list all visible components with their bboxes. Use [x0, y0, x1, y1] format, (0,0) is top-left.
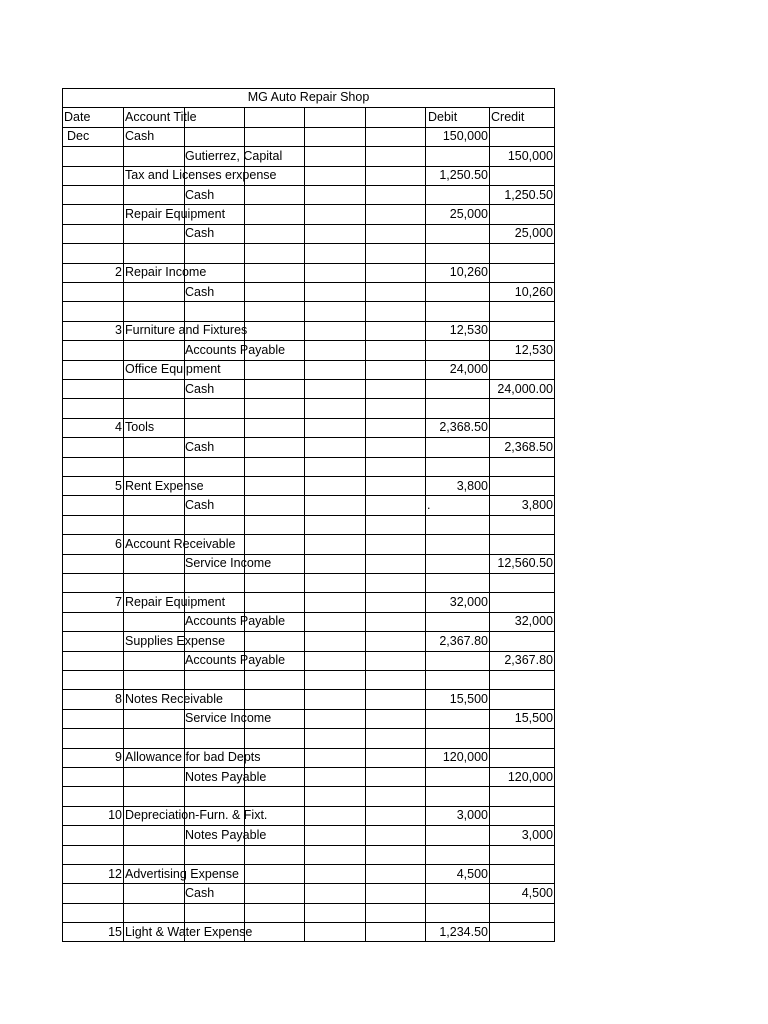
- row-date: [62, 457, 122, 476]
- row-credit: 24,000.00: [497, 381, 553, 396]
- row-date: 10: [108, 808, 122, 823]
- row-account-title: Service Income: [185, 556, 272, 571]
- row-date: 12: [108, 866, 122, 881]
- row-credit: [489, 166, 553, 185]
- column-header-account-title: Account Title: [125, 109, 197, 124]
- row-debit: [425, 535, 488, 554]
- row-date: 3: [115, 323, 122, 338]
- row-account-title: Cash: [185, 284, 215, 299]
- row-date: Dec: [67, 129, 90, 144]
- column-header-debit: Debit: [428, 109, 458, 124]
- row-account-title: Cash: [185, 226, 215, 241]
- row-credit: 4,500: [521, 885, 553, 900]
- row-credit: [489, 321, 553, 340]
- row-account-title: Cash: [185, 187, 215, 202]
- row-credit: [489, 205, 553, 224]
- row-credit: [489, 515, 553, 534]
- row-account-title: Advertising Expense: [125, 866, 239, 881]
- row-date: 6: [115, 536, 122, 551]
- row-credit: [489, 457, 553, 476]
- row-credit: [489, 399, 553, 418]
- row-account-title: Notes Receivable: [125, 691, 223, 706]
- row-debit: [425, 399, 488, 418]
- row-credit: [489, 729, 553, 748]
- row-credit: 150,000: [507, 148, 553, 163]
- row-date: [62, 729, 122, 748]
- row-account-title: Furniture and Fixtures: [125, 323, 248, 338]
- row-credit: 15,500: [514, 711, 553, 726]
- row-account-title: Cash: [125, 129, 155, 144]
- row-date: [62, 205, 122, 224]
- row-debit: [425, 457, 488, 476]
- row-credit: [489, 477, 553, 496]
- sheet-title: MG Auto Repair Shop: [247, 90, 370, 104]
- row-account-title: Rent Expense: [125, 478, 204, 493]
- row-credit: [489, 806, 553, 825]
- row-credit: 25,000: [514, 226, 553, 241]
- grid-column-line: [365, 107, 366, 941]
- row-account-title: Cash: [185, 381, 215, 396]
- row-credit: 2,368.50: [504, 439, 553, 454]
- row-account-title: Office Equipment: [125, 362, 221, 377]
- row-credit: 120,000: [507, 769, 553, 784]
- row-date: 5: [115, 478, 122, 493]
- row-date: [62, 884, 122, 903]
- row-credit: 12,530: [514, 342, 553, 357]
- row-debit: [425, 729, 488, 748]
- row-debit: [425, 826, 488, 845]
- row-date: [62, 147, 122, 166]
- row-date: 7: [115, 594, 122, 609]
- row-account-title: Repair Equipment: [125, 594, 226, 609]
- row-debit: [425, 574, 488, 593]
- row-credit: [489, 671, 553, 690]
- row-date: [62, 515, 122, 534]
- row-credit: [489, 593, 553, 612]
- row-debit: [425, 341, 488, 360]
- row-date: 4: [115, 420, 122, 435]
- row-date: [62, 224, 122, 243]
- row-debit: [425, 554, 488, 573]
- row-date: [62, 399, 122, 418]
- row-account-title: Accounts Payable: [185, 653, 286, 668]
- row-account-title: Cash: [185, 885, 215, 900]
- column-header-date: Date: [64, 109, 91, 124]
- row-date: [62, 166, 122, 185]
- row-date: [62, 438, 122, 457]
- row-debit: [425, 224, 488, 243]
- row-debit: 1,250.50: [439, 168, 488, 183]
- row-debit: [425, 283, 488, 302]
- row-date: [62, 612, 122, 631]
- grid-column-line: [304, 107, 305, 941]
- row-debit: 2,367.80: [439, 633, 488, 648]
- row-credit: 10,260: [514, 284, 553, 299]
- grid-border-line: [554, 88, 555, 942]
- row-account-title: Notes Payable: [185, 769, 267, 784]
- row-credit: 1,250.50: [504, 187, 553, 202]
- row-credit: [489, 748, 553, 767]
- row-account-title: Tools: [125, 420, 155, 435]
- row-debit: [425, 903, 488, 922]
- row-credit: [489, 903, 553, 922]
- row-debit: 4,500: [456, 866, 488, 881]
- row-debit: [425, 147, 488, 166]
- row-debit: [425, 671, 488, 690]
- row-date: [62, 244, 122, 263]
- row-date: [62, 186, 122, 205]
- row-credit: [489, 787, 553, 806]
- row-date: [62, 360, 122, 379]
- row-credit: 32,000: [514, 614, 553, 629]
- row-date: [62, 826, 122, 845]
- row-date: [62, 709, 122, 728]
- journal-sheet: [62, 88, 555, 942]
- row-credit: [489, 360, 553, 379]
- row-account-title: Accounts Payable: [185, 614, 286, 629]
- row-debit: 24,000: [449, 362, 488, 377]
- row-date: 2: [115, 265, 122, 280]
- row-debit: [425, 438, 488, 457]
- row-debit: [425, 787, 488, 806]
- column-header-credit: Credit: [491, 109, 525, 124]
- row-debit: [425, 768, 488, 787]
- row-credit: [489, 574, 553, 593]
- row-debit: [425, 302, 488, 321]
- row-account-title: Account Receivable: [125, 536, 236, 551]
- row-debit: [425, 651, 488, 670]
- row-account-title: Cash: [185, 497, 215, 512]
- row-credit: [489, 845, 553, 864]
- row-debit: 150,000: [442, 129, 488, 144]
- row-date: [62, 787, 122, 806]
- row-date: [62, 496, 122, 515]
- row-credit: [489, 302, 553, 321]
- row-debit: .: [427, 497, 431, 512]
- row-account-title: Depreciation-Furn. & Fixt.: [125, 808, 268, 823]
- row-account-title: Allowance for bad Depts: [125, 750, 261, 765]
- row-debit: 32,000: [449, 594, 488, 609]
- row-credit: [489, 127, 553, 146]
- row-date: [62, 671, 122, 690]
- row-debit: [425, 515, 488, 534]
- row-date: 8: [115, 691, 122, 706]
- row-debit: [425, 244, 488, 263]
- row-account-title: Cash: [185, 439, 215, 454]
- row-date: [62, 302, 122, 321]
- row-credit: 2,367.80: [504, 653, 553, 668]
- row-debit: 1,234.50: [439, 924, 488, 939]
- row-debit: 10,260: [449, 265, 488, 280]
- row-credit: [489, 418, 553, 437]
- row-credit: [489, 632, 553, 651]
- row-date: [62, 903, 122, 922]
- row-credit: [489, 263, 553, 282]
- row-debit: [425, 380, 488, 399]
- row-date: [62, 768, 122, 787]
- row-credit: [489, 244, 553, 263]
- row-date: 9: [115, 750, 122, 765]
- grid-column-line: [123, 107, 124, 941]
- row-account-title: Gutierrez, Capital: [185, 148, 283, 163]
- row-debit: [425, 612, 488, 631]
- row-account-title: Repair Equipment: [125, 206, 226, 221]
- row-account-title: Tax and Licenses erxpense: [125, 168, 277, 183]
- row-credit: [489, 865, 553, 884]
- row-date: [62, 845, 122, 864]
- row-credit: 12,560.50: [497, 556, 553, 571]
- row-debit: 3,000: [456, 808, 488, 823]
- row-debit: 25,000: [449, 206, 488, 221]
- row-account-title: Accounts Payable: [185, 342, 286, 357]
- row-date: [62, 380, 122, 399]
- row-debit: [425, 845, 488, 864]
- row-credit: [489, 690, 553, 709]
- row-credit: 3,800: [521, 497, 553, 512]
- row-debit: [425, 709, 488, 728]
- row-debit: [425, 186, 488, 205]
- row-date: [62, 283, 122, 302]
- row-debit: [425, 884, 488, 903]
- row-date: [62, 632, 122, 651]
- row-credit: [489, 535, 553, 554]
- row-account-title: Supplies Expense: [125, 633, 226, 648]
- row-date: [62, 574, 122, 593]
- row-debit: 12,530: [449, 323, 488, 338]
- row-debit: 2,368.50: [439, 420, 488, 435]
- row-account-title: Notes Payable: [185, 827, 267, 842]
- row-account-title: Light & Water Expense: [125, 924, 253, 939]
- row-credit: [489, 923, 553, 942]
- row-date: [62, 651, 122, 670]
- row-date: [62, 554, 122, 573]
- row-debit: 3,800: [456, 478, 488, 493]
- row-debit: 15,500: [449, 691, 488, 706]
- row-date: 15: [108, 924, 122, 939]
- row-debit: 120,000: [442, 750, 488, 765]
- row-date: [62, 341, 122, 360]
- row-credit: 3,000: [521, 827, 553, 842]
- row-account-title: Repair Income: [125, 265, 207, 280]
- row-account-title: Service Income: [185, 711, 272, 726]
